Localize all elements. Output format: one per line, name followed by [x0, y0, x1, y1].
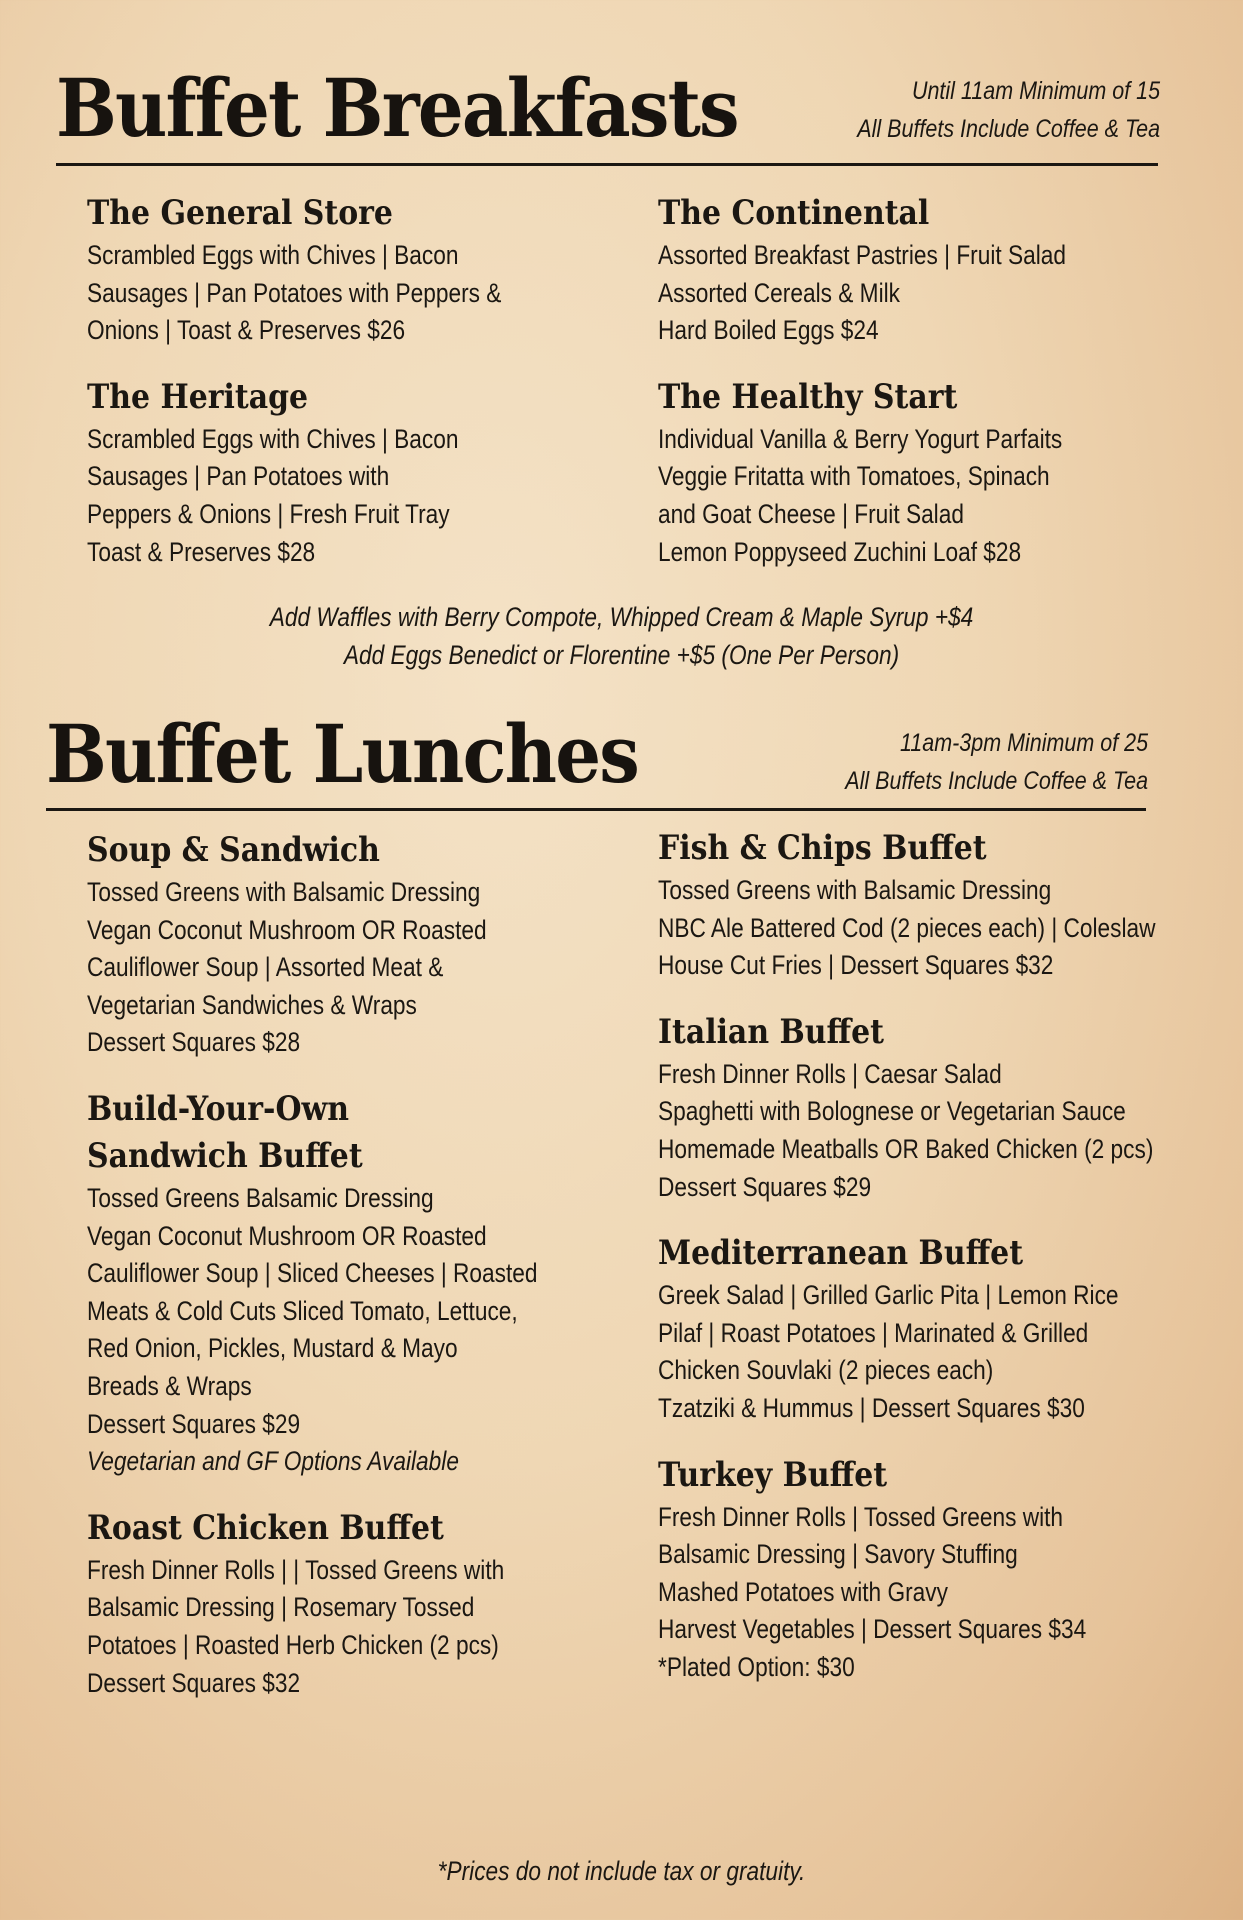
description-line: Vegetarian Sandwiches & Wraps [87, 989, 417, 1020]
addon-waffles: Add Waffles with Berry Compote, Whipped Cream & Maple Syrup +$4 [269, 602, 974, 632]
description-line: Red Onion, Pickles, Mustard & Mayo [87, 1333, 458, 1364]
description-line: and Goat Cheese | Fruit Salad [658, 498, 964, 529]
description-line: Balsamic Dressing | Savory Stuffing [658, 1539, 1018, 1570]
description-line: Balsamic Dressing | Rosemary Tossed [87, 1592, 475, 1623]
description-line: Meats & Cold Cuts Sliced Tomato, Lettuce, [87, 1295, 518, 1326]
description-line: Dessert Squares $28 [87, 1027, 301, 1058]
menu-item-fish-chips [658, 825, 1243, 985]
description-line: Homemade Meatballs OR Baked Chicken (2 pcs) [658, 1133, 1154, 1164]
lunch-divider [46, 808, 1146, 811]
description-line: NBC Ale Battered Cod (2 pieces each) | Coleslaw [658, 912, 1156, 943]
description-line: Spaghetti with Bolognese or Vegetarian Sauce [658, 1096, 1126, 1127]
menu-item-name: The Healthy Start [658, 376, 958, 417]
dietary-options-note: Vegetarian and GF Options Available [87, 1446, 459, 1477]
description-line: Hard Boiled Eggs $24 [658, 315, 879, 346]
description-line: Tzatziki & Hummus | Dessert Squares $30 [658, 1392, 1085, 1423]
description-line: Cauliflower Soup | Sliced Cheeses | Roasted [87, 1258, 538, 1289]
price-disclaimer: *Prices do not include tax or gratuity. [437, 1856, 806, 1886]
description-line: Dessert Squares $29 [87, 1408, 301, 1439]
menu-item-name: Roast Chicken Buffet [87, 1507, 444, 1548]
menu-item-name: Build-Your-Own [87, 1088, 350, 1129]
menu-item-description [87, 1180, 623, 1481]
breakfast-right-column [658, 190, 1144, 595]
lunch-title: Buffet Lunches [46, 707, 638, 801]
description-line: Assorted Breakfast Pastries | Fruit Salad [658, 240, 1067, 270]
menu-item-description [658, 1056, 1243, 1206]
description-line: Fresh Dinner Rolls | Caesar Salad [658, 1058, 1002, 1089]
description-line: Scrambled Eggs with Chives | Bacon [87, 423, 459, 454]
description-line: Dessert Squares $32 [87, 1667, 301, 1698]
menu-item-heritage [87, 374, 580, 571]
menu-item-build-your-own [87, 1086, 623, 1481]
description-line: Peppers & Onions | Fresh Fruit Tray [87, 498, 450, 529]
description-line: House Cut Fries | Dessert Squares $32 [658, 950, 1054, 981]
menu-item-mediterranean [658, 1230, 1243, 1427]
menu-item-name-continued: Sandwich Buffet [87, 1135, 363, 1176]
menu-item-description [658, 1277, 1243, 1427]
menu-item-name: Italian Buffet [658, 1011, 884, 1052]
menu-item-description [658, 1499, 1243, 1687]
description-line: Cauliflower Soup | Assorted Meat & [87, 952, 444, 983]
menu-item-description [658, 237, 1144, 350]
description-line: *Plated Option: $30 [658, 1651, 855, 1682]
menu-item-name: Mediterranean Buffet [658, 1233, 1024, 1274]
breakfast-coffee-note: All Buffets Include Coffee & Tea [857, 115, 1160, 143]
description-line: Sausages | Pan Potatoes with Peppers & [87, 277, 502, 308]
description-line: Tossed Greens with Balsamic Dressing [658, 875, 1052, 905]
breakfast-title: Buffet Breakfasts [56, 61, 738, 155]
breakfast-addons [0, 598, 1243, 674]
menu-item-name: The Heritage [87, 376, 309, 417]
description-line: Sausages | Pan Potatoes with [87, 461, 390, 492]
breakfast-left-column [87, 190, 580, 595]
breakfast-hours: Until 11am Minimum of 15 [911, 77, 1160, 105]
menu-item-name: Soup & Sandwich [87, 830, 380, 870]
description-line: Vegan Coconut Mushroom OR Roasted [87, 914, 487, 945]
menu-item-description [87, 237, 580, 350]
description-line: Mashed Potatoes with Gravy [658, 1576, 948, 1607]
lunch-info [845, 724, 1148, 800]
menu-item-turkey [658, 1452, 1243, 1687]
menu-item-general-store [87, 190, 580, 350]
menu-item-description [87, 421, 580, 571]
description-line: Pilaf | Roast Potatoes | Marinated & Grilled [658, 1317, 1089, 1348]
description-line: Chicken Souvlaki (2 pieces each) [658, 1355, 994, 1386]
menu-item-description [658, 872, 1243, 985]
menu-item-description [658, 421, 1144, 571]
menu-item-healthy-start [658, 374, 1144, 571]
breakfast-info [857, 72, 1160, 148]
description-line: Tossed Greens Balsamic Dressing [87, 1182, 434, 1213]
description-line: Toast & Preserves $28 [87, 536, 316, 567]
menu-item-description [87, 1552, 623, 1702]
lunch-coffee-note: All Buffets Include Coffee & Tea [845, 767, 1148, 795]
description-line: Harvest Vegetables | Dessert Squares $34 [658, 1614, 1087, 1645]
description-line: Lemon Poppyseed Zuchini Loaf $28 [658, 536, 1022, 567]
menu-item-name: The General Store [87, 193, 393, 233]
menu-item-name: The Continental [658, 193, 930, 233]
description-line: Fresh Dinner Rolls | | Tossed Greens with [87, 1554, 505, 1585]
description-line: Assorted Cereals & Milk [658, 277, 900, 308]
description-line: Scrambled Eggs with Chives | Bacon [87, 240, 459, 270]
description-line: Tossed Greens with Balsamic Dressing [87, 877, 481, 907]
addon-eggs-benedict: Add Eggs Benedict or Florentine +$5 (One Per Person) [343, 640, 900, 670]
description-line: Veggie Fritatta with Tomatoes, Spinach [658, 461, 1050, 492]
menu-item-name: Fish & Chips Buffet [658, 828, 987, 868]
description-line: Dessert Squares $29 [658, 1171, 872, 1202]
menu-item-soup-sandwich [87, 827, 623, 1062]
menu-item-roast-chicken [87, 1505, 623, 1702]
description-line: Greek Salad | Grilled Garlic Pita | Lemon Rice [658, 1280, 1119, 1311]
menu-item-description [87, 874, 623, 1062]
description-line: Potatoes | Roasted Herb Chicken (2 pcs) [87, 1629, 499, 1660]
lunch-hours: 11am-3pm Minimum of 25 [899, 729, 1148, 757]
description-line: Fresh Dinner Rolls | Tossed Greens with [658, 1501, 1064, 1532]
description-line: Onions | Toast & Preserves $26 [87, 315, 406, 346]
description-line: Breads & Wraps [87, 1370, 252, 1401]
menu-item-name: Turkey Buffet [658, 1454, 888, 1495]
menu-item-italian [658, 1009, 1243, 1206]
lunch-right-column [658, 825, 1243, 1711]
breakfast-divider [56, 163, 1158, 166]
description-line: Individual Vanilla & Berry Yogurt Parfaits [658, 423, 1063, 454]
lunch-left-column [87, 827, 623, 1726]
menu-item-continental [658, 190, 1144, 350]
description-line: Vegan Coconut Mushroom OR Roasted [87, 1220, 487, 1251]
